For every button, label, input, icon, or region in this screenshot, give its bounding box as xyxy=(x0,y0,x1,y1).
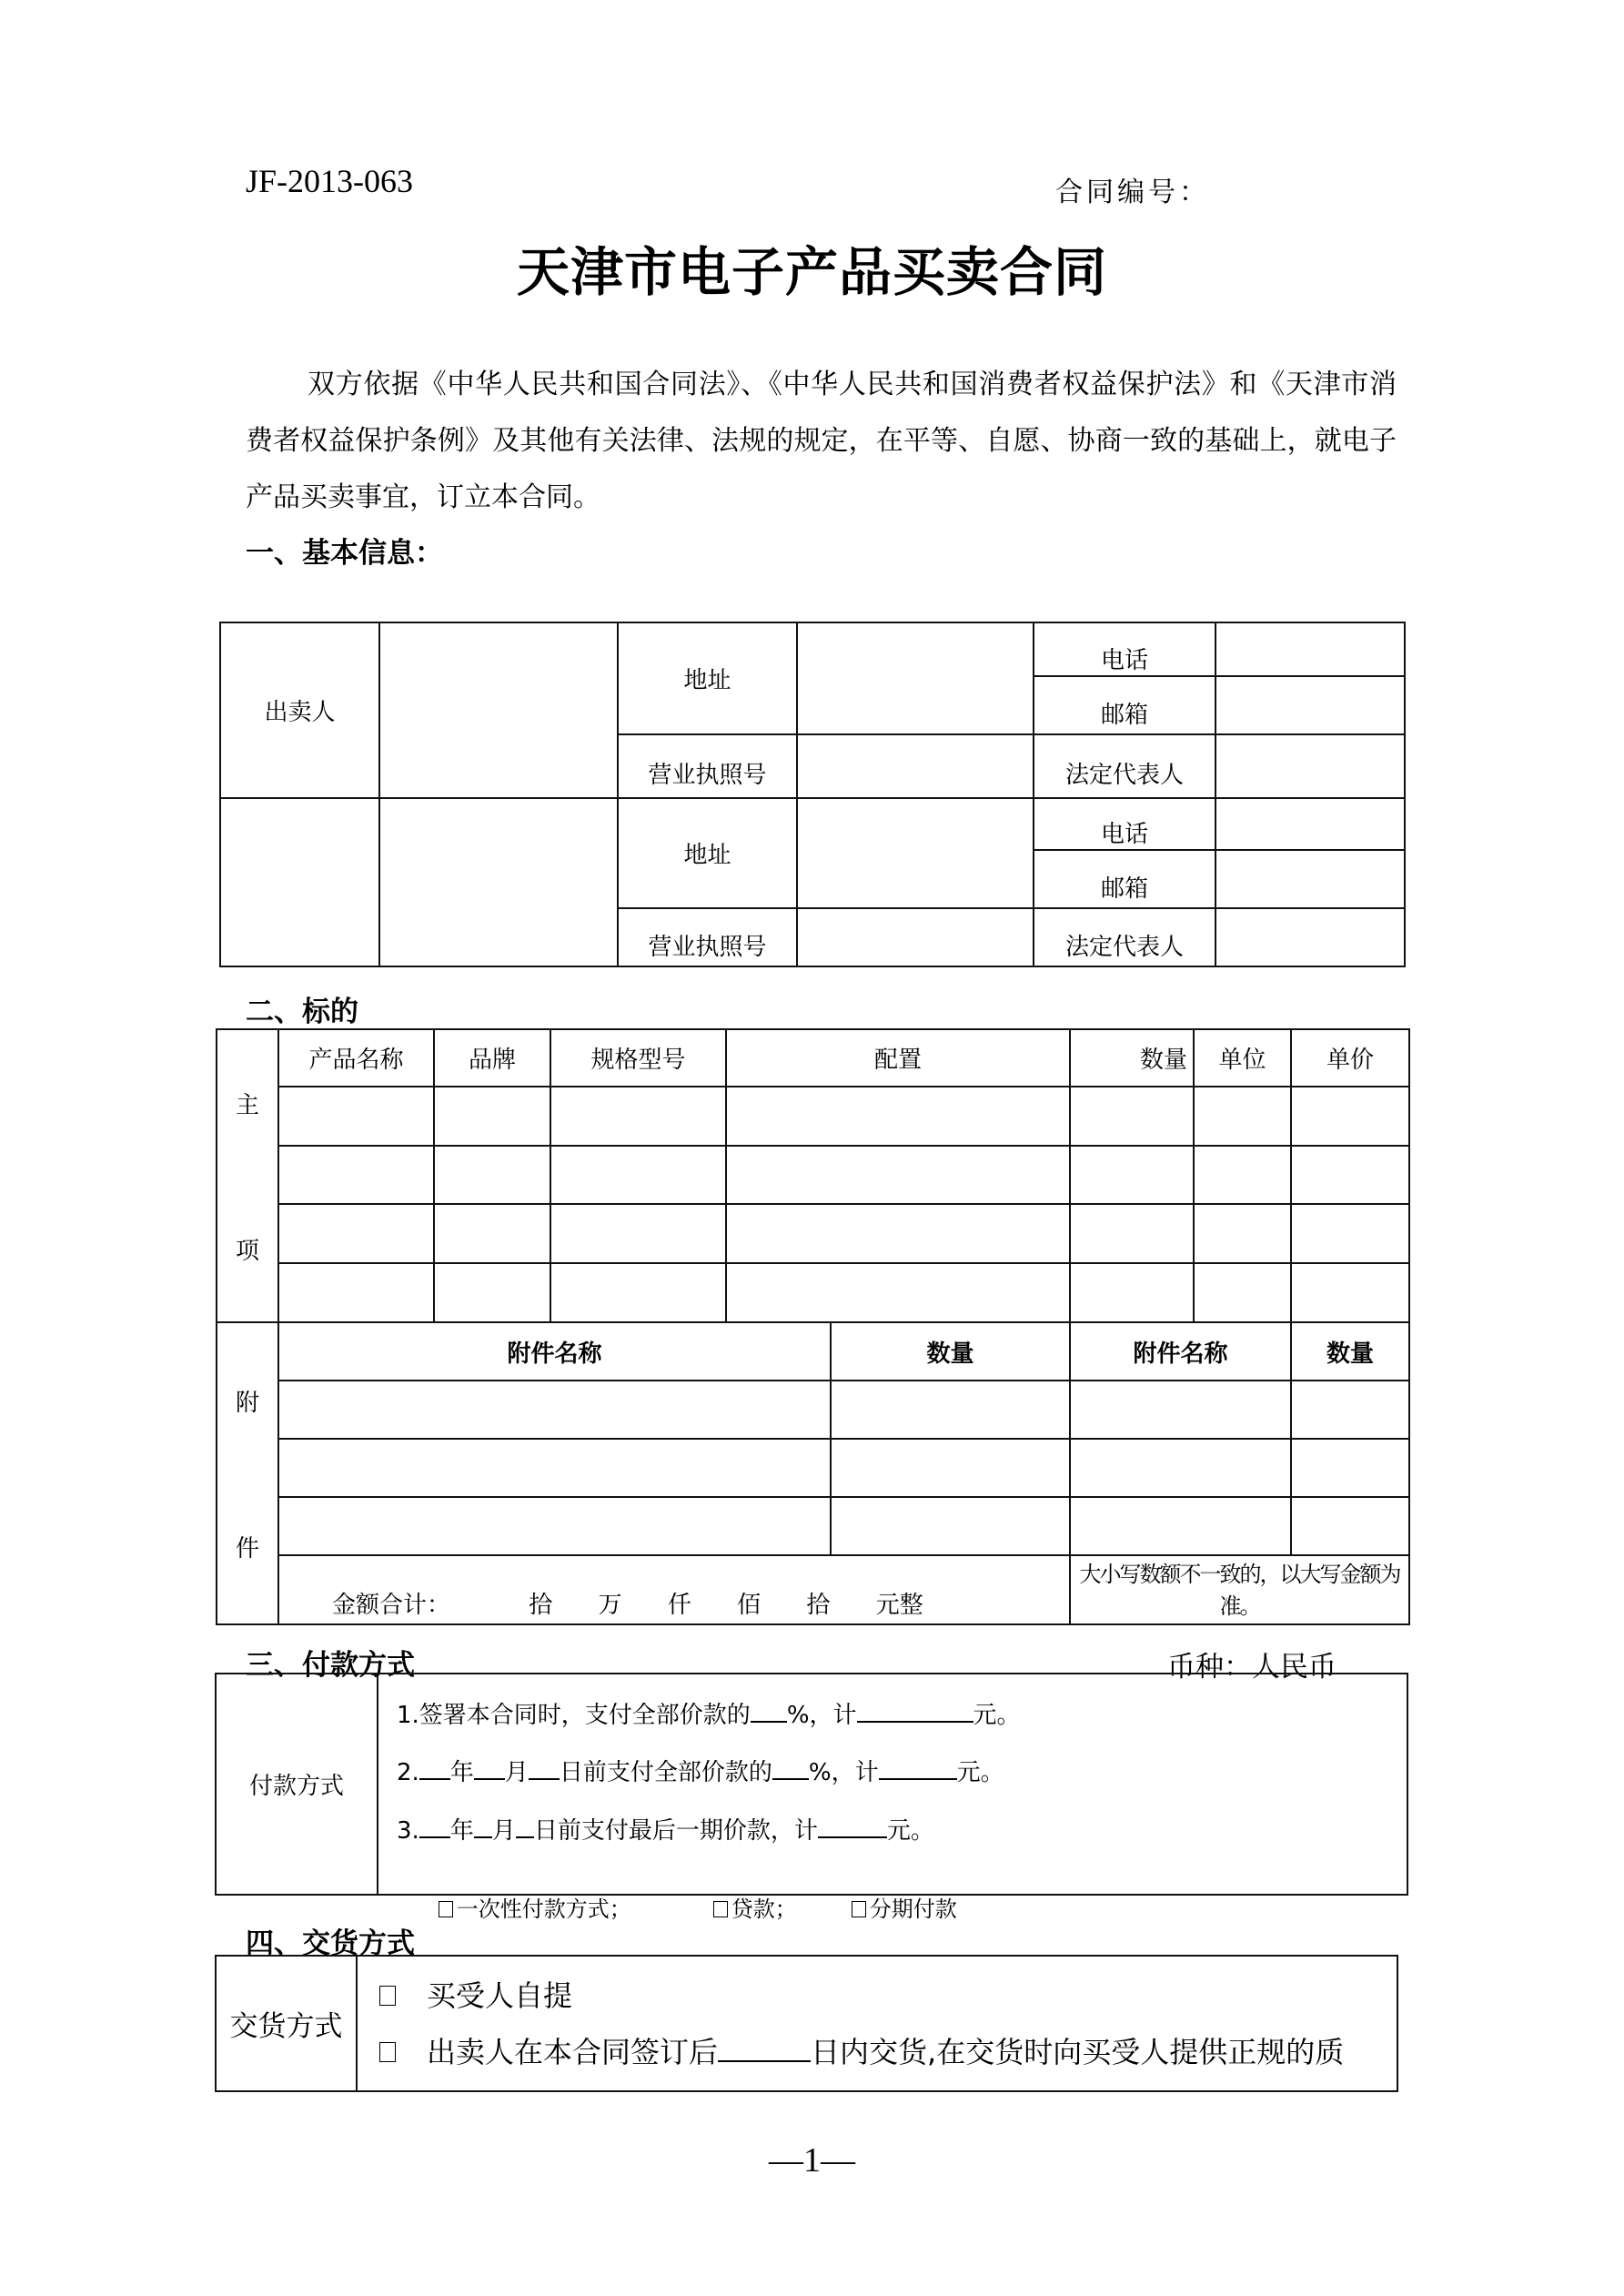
option-installment[interactable]: 分期付款 xyxy=(852,1896,957,1922)
col-attachment-name-2: 附件名称 xyxy=(1070,1322,1291,1381)
party1-email-label: 邮箱 xyxy=(1034,676,1215,734)
main-label-char-2: 项 xyxy=(235,1237,259,1265)
page-number: —1— xyxy=(769,2141,855,2180)
contract-number-label: 合同编号： xyxy=(1055,177,1210,208)
model-field[interactable] xyxy=(550,1263,726,1322)
intro-paragraph: 双方依据《中华人民共和国合同法》、《中华人民共和国消费者权益保护法》和《天津市消费者权益保护条例》及其他有关法律、法规的规定，在平等、自愿、协商一致的基础上，就电子产品买卖事宜，订立本合同。 xyxy=(246,369,1397,513)
product-name-field[interactable] xyxy=(278,1087,434,1145)
attach-label-char-2: 件 xyxy=(235,1534,259,1563)
model-field[interactable] xyxy=(550,1087,726,1145)
total-amount-cell xyxy=(278,1555,1070,1624)
party1-phone-field[interactable] xyxy=(1215,622,1405,676)
delivery-option-seller-delivery[interactable]: 出卖人在本合同签订后 日内交货,在交货时向买受人提供正规的质 xyxy=(379,2029,1344,2071)
checkbox-icon xyxy=(439,1901,453,1917)
col-product-name: 产品名称 xyxy=(278,1029,434,1087)
col-attachment-name-1: 附件名称 xyxy=(278,1322,831,1381)
attachment-qty-field[interactable] xyxy=(1291,1497,1409,1555)
party1-legal-rep-label: 法定代表人 xyxy=(1034,734,1215,798)
section-delivery-heading: 四、交货方式 xyxy=(246,1927,415,1960)
quantity-field[interactable] xyxy=(1070,1146,1194,1204)
day-blank-3[interactable] xyxy=(516,1815,534,1838)
main-item-row xyxy=(217,1087,1409,1145)
main-item-row xyxy=(217,1263,1409,1322)
amount-blank-1[interactable] xyxy=(857,1699,973,1723)
col-quantity: 数量 xyxy=(1070,1029,1194,1087)
brand-field[interactable] xyxy=(434,1204,550,1262)
payment-line-1: 1.签署本合同时，支付全部价款的 %，计 元。 xyxy=(397,1696,1021,1730)
option-loan[interactable]: 贷款； xyxy=(713,1896,797,1922)
delivery-option-self-pickup[interactable]: 买受人自提 xyxy=(379,1973,572,2015)
amount-blank-2[interactable] xyxy=(879,1756,957,1780)
delivery-table xyxy=(215,1955,1398,2092)
year-blank-3[interactable] xyxy=(419,1815,450,1838)
checkbox-icon xyxy=(379,1986,396,2006)
unit-field[interactable] xyxy=(1194,1204,1291,1262)
config-field[interactable] xyxy=(726,1263,1070,1322)
brand-field[interactable] xyxy=(434,1146,550,1204)
attachment-name-field[interactable] xyxy=(1070,1497,1291,1555)
col-attachment-qty-2: 数量 xyxy=(1291,1322,1409,1381)
party2-phone-label: 电话 xyxy=(1034,798,1215,850)
total-amount-label: 金额合计： xyxy=(332,1592,451,1619)
model-field[interactable] xyxy=(550,1204,726,1262)
main-item-row xyxy=(217,1204,1409,1262)
party1-name-field[interactable] xyxy=(379,622,618,798)
party2-name-field[interactable] xyxy=(379,798,618,966)
attachments-label-cell xyxy=(217,1322,278,1624)
attachment-qty-field[interactable] xyxy=(1291,1439,1409,1497)
brand-field[interactable] xyxy=(434,1263,550,1322)
config-field[interactable] xyxy=(726,1087,1070,1145)
month-blank-3[interactable] xyxy=(474,1815,492,1838)
model-field[interactable] xyxy=(550,1146,726,1204)
unit-field[interactable] xyxy=(1194,1146,1291,1204)
party2-role-label xyxy=(220,798,379,966)
total-unit-yuan: 元整 xyxy=(875,1592,923,1619)
party2-email-field[interactable] xyxy=(1215,850,1405,908)
payment-line-3: 3. 年 月 日前支付最后一期价款，计 元。 xyxy=(397,1812,934,1846)
total-unit-wan: 万 xyxy=(598,1592,622,1619)
month-blank-2[interactable] xyxy=(474,1756,505,1780)
page-title: 天津市电子产品买卖合同 xyxy=(516,241,1107,303)
delivery-method-label: 交货方式 xyxy=(217,1957,358,2090)
basic-info-table xyxy=(219,622,1406,967)
party1-address-label: 地址 xyxy=(618,622,797,734)
party1-address-field[interactable] xyxy=(797,622,1034,734)
total-unit-shi-wan: 拾 xyxy=(529,1592,553,1619)
delivery-days-blank[interactable] xyxy=(718,2037,811,2062)
party1-license-field[interactable] xyxy=(797,734,1034,798)
unit-field[interactable] xyxy=(1194,1087,1291,1145)
col-attachment-qty-1: 数量 xyxy=(831,1322,1070,1381)
payment-options xyxy=(397,1866,957,1948)
attachment-name-field[interactable] xyxy=(278,1497,831,1555)
config-field[interactable] xyxy=(726,1204,1070,1262)
option-lump-sum[interactable]: 一次性付款方式； xyxy=(439,1896,631,1922)
config-field[interactable] xyxy=(726,1146,1070,1204)
amount-blank-3[interactable] xyxy=(818,1815,887,1838)
main-item-row xyxy=(217,1146,1409,1204)
product-name-field[interactable] xyxy=(278,1263,434,1322)
quantity-field[interactable] xyxy=(1070,1087,1194,1145)
checkbox-icon xyxy=(379,2042,396,2062)
attachment-qty-field[interactable] xyxy=(831,1497,1070,1555)
year-blank-2[interactable] xyxy=(419,1756,450,1780)
unit-field[interactable] xyxy=(1194,1263,1291,1322)
subject-table xyxy=(216,1028,1410,1625)
attachment-row xyxy=(217,1381,1409,1439)
col-config: 配置 xyxy=(726,1029,1070,1087)
total-unit-qian: 仟 xyxy=(667,1592,691,1619)
attachment-name-field[interactable] xyxy=(1070,1439,1291,1497)
party2-address-field[interactable] xyxy=(797,798,1034,908)
attachment-qty-field[interactable] xyxy=(1291,1381,1409,1439)
party1-legal-rep-field[interactable] xyxy=(1215,734,1405,798)
party2-phone-field[interactable] xyxy=(1215,798,1405,850)
col-unit-price: 单价 xyxy=(1291,1029,1409,1087)
attachment-name-field[interactable] xyxy=(1070,1381,1291,1439)
party2-address-label: 地址 xyxy=(618,798,797,908)
party2-license-field[interactable] xyxy=(797,908,1034,966)
payment-method-label: 付款方式 xyxy=(217,1674,378,1894)
col-model: 规格型号 xyxy=(550,1029,726,1087)
quantity-field[interactable] xyxy=(1070,1204,1194,1262)
day-blank-2[interactable] xyxy=(529,1756,560,1780)
percent-blank-1[interactable] xyxy=(751,1699,787,1723)
party2-legal-rep-label: 法定代表人 xyxy=(1034,908,1215,966)
total-note: 大小写数额不一致的，以大写金额为准。 xyxy=(1070,1555,1409,1624)
unit-price-field[interactable] xyxy=(1291,1204,1409,1262)
document-code: JF-2013-063 xyxy=(246,163,414,199)
product-name-field[interactable] xyxy=(278,1204,434,1262)
main-items-label-cell xyxy=(217,1029,278,1322)
section-payment-heading: 三、付款方式 xyxy=(246,1649,415,1682)
party1-phone-label: 电话 xyxy=(1034,622,1215,676)
attach-label-char-1: 附 xyxy=(235,1389,259,1417)
party1-email-field[interactable] xyxy=(1215,676,1405,734)
attachment-qty-field[interactable] xyxy=(831,1439,1070,1497)
main-label-char-1: 主 xyxy=(235,1091,259,1119)
unit-price-field[interactable] xyxy=(1291,1087,1409,1145)
attachment-name-field[interactable] xyxy=(278,1439,831,1497)
checkbox-icon xyxy=(713,1901,728,1917)
section-subject-heading: 二、标的 xyxy=(246,996,358,1028)
party2-license-label: 营业执照号 xyxy=(618,908,797,966)
payment-line-2: 2. 年 月 日前支付全部价款的 %，计 元。 xyxy=(397,1754,1004,1787)
delivery-options-cell xyxy=(356,1957,1397,2090)
total-unit-bai: 佰 xyxy=(737,1592,762,1619)
unit-price-field[interactable] xyxy=(1291,1263,1409,1322)
quantity-field[interactable] xyxy=(1070,1263,1194,1322)
party2-legal-rep-field[interactable] xyxy=(1215,908,1405,966)
col-brand: 品牌 xyxy=(434,1029,550,1087)
unit-price-field[interactable] xyxy=(1291,1146,1409,1204)
party1-role-label: 出卖人 xyxy=(220,622,379,798)
payment-table xyxy=(215,1673,1408,1922)
total-unit-shi: 拾 xyxy=(806,1592,831,1619)
party1-license-label: 营业执照号 xyxy=(618,734,797,798)
payment-terms-cell xyxy=(377,1674,1407,1922)
percent-blank-2[interactable] xyxy=(772,1756,809,1780)
currency-label: 币种：人民币 xyxy=(1167,1651,1337,1684)
attachment-name-field[interactable] xyxy=(278,1381,831,1439)
brand-field[interactable] xyxy=(434,1087,550,1145)
section-basic-info-heading: 一、基本信息： xyxy=(246,537,443,570)
col-unit: 单位 xyxy=(1194,1029,1291,1087)
party2-email-label: 邮箱 xyxy=(1034,850,1215,908)
checkbox-icon xyxy=(852,1901,866,1917)
attachment-row xyxy=(217,1497,1409,1555)
product-name-field[interactable] xyxy=(278,1146,434,1204)
attachment-qty-field[interactable] xyxy=(831,1381,1070,1439)
attachment-row xyxy=(217,1439,1409,1497)
